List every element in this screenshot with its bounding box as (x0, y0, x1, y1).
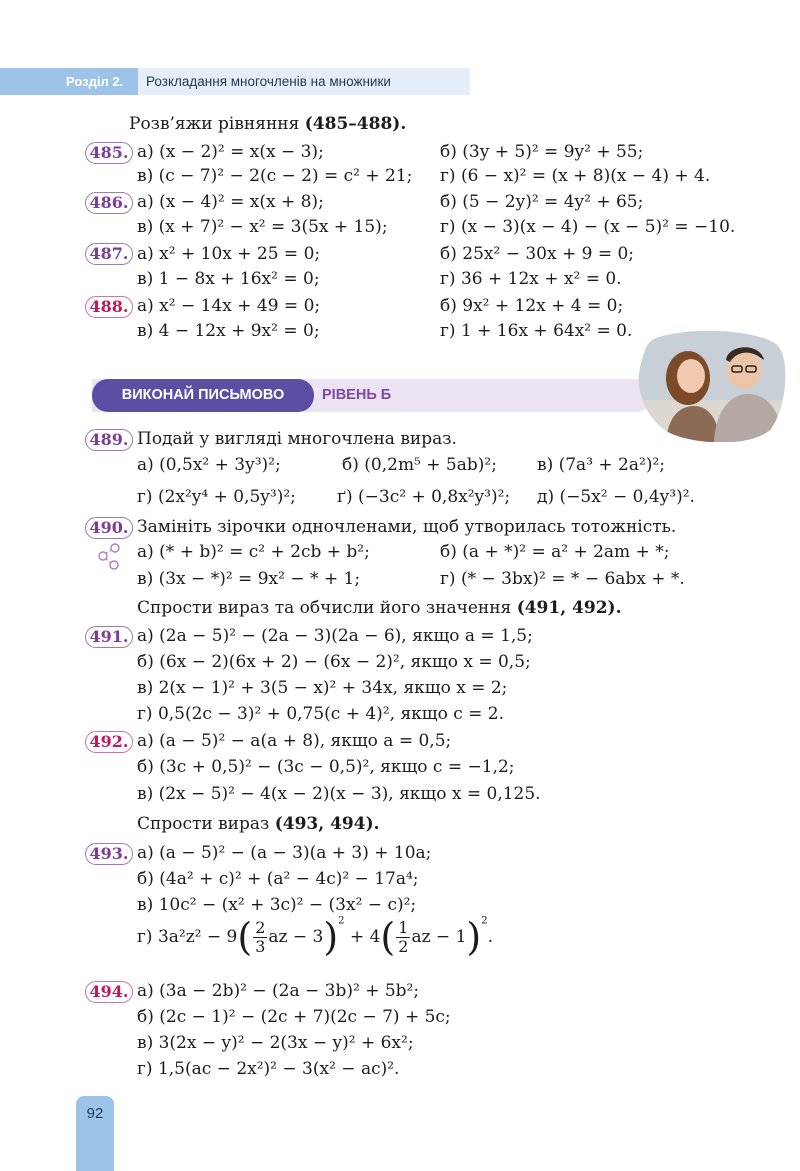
instruction-493-494: Спрости вираз (493, 494). (137, 814, 380, 834)
exercise-485-g: г) (6 − x)² = (x + 8)(x − 4) + 4. (440, 166, 711, 186)
exercise-490-task: Замініть зірочки одночленами, щоб утворилась тотожність. (137, 517, 677, 537)
exercise-489-a: а) (0,5x² + 3y³)²; (137, 455, 281, 475)
exercise-486-a: а) (x − 4)² = x(x + 8); (137, 192, 324, 212)
exercise-486-b: б) (5 − 2y)² = 4y² + 65; (440, 192, 644, 212)
exercise-492-a: а) (a − 5)² − a(a + 8), якщо a = 0,5; (137, 731, 452, 751)
exercise-492-v: в) (2x − 5)² − 4(x − 2)(x − 3), якщо x = 0,125. (137, 784, 541, 804)
chapter-header (0, 68, 470, 95)
exercise-number-494: 494. (85, 981, 133, 1003)
exercise-487-b: б) 25x² − 30x + 9 = 0; (440, 244, 635, 264)
exercise-489-b: б) (0,2m⁵ + 5ab)²; (342, 455, 497, 475)
exercise-489-g: г) (2x²y⁴ + 0,5y³)²; (137, 487, 296, 507)
exercise-485-v: в) (c − 7)² − 2(c − 2) = c² + 21; (137, 166, 413, 186)
exercise-number-486: 486. (85, 192, 133, 214)
exercise-489-task: Подай у вигляді многочлена вираз. (137, 429, 457, 449)
banner-level-label: РІВЕНЬ Б (322, 387, 392, 403)
exercise-490-v: в) (3x − *)² = 9x² − * + 1; (137, 569, 361, 589)
exercise-494-a: а) (3a − 2b)² − (2a − 3b)² + 5b²; (137, 981, 420, 1001)
exercise-number-493: 493. (85, 843, 133, 865)
exercise-493-v: в) 10c² − (x² + 3c)² − (3x² − c)²; (137, 895, 417, 915)
exercise-488-g: г) 1 + 16x + 64x² = 0. (440, 321, 633, 341)
section-title: Розкладання многочленів на множники (138, 68, 470, 95)
exercise-491-g: г) 0,5(2c − 3)² + 0,75(c + 4)², якщо c = 2. (137, 704, 505, 724)
exercise-number-492: 492. (85, 731, 133, 753)
exercise-number-490: 490. (85, 517, 133, 539)
exercise-491-b: б) (6x − 2)(6x + 2) − (6x − 2)², якщо x = 0,5; (137, 652, 531, 672)
exercise-488-v: в) 4 − 12x + 9x² = 0; (137, 321, 320, 341)
exercise-487-g: г) 36 + 12x + x² = 0. (440, 269, 622, 289)
exercise-491-a: а) (2a − 5)² − (2a − 3)(2a − 6), якщо a = 1,5; (137, 626, 533, 646)
students-photo (636, 330, 786, 442)
exercise-487-a: а) x² + 10x + 25 = 0; (137, 244, 321, 264)
exercise-number-485: 485. (85, 142, 133, 164)
exercise-490-b: б) (a + *)² = a² + 2am + *; (440, 542, 670, 562)
exercise-488-a: а) x² − 14x + 49 = 0; (137, 296, 321, 316)
instruction-485-488: Розв’яжи рівняння (485–488). (129, 114, 407, 134)
exercise-492-b: б) (3c + 0,5)² − (3c − 0,5)², якщо c = −1,2; (137, 757, 515, 777)
exercise-number-489: 489. (85, 429, 133, 451)
fraction-two-thirds: $\frac{2}{3}$ (255, 917, 266, 956)
exercise-489-d: д) (−5x² − 0,4y³)². (537, 487, 695, 507)
exercise-485-a: а) (x − 2)² = x(x − 3); (137, 142, 324, 162)
fraction-one-half: $\frac{1}{2}$ (398, 917, 409, 956)
instruction-491-492: Спрости вираз та обчисли його значення (491, 492). (137, 598, 622, 618)
exercise-number-488: 488. (85, 296, 133, 318)
exercise-494-v: в) 3(2x − y)² − 2(3x − y)² + 6x²; (137, 1033, 414, 1053)
exercise-486-g: г) (x − 3)(x − 4) − (x − 5)² = −10. (440, 217, 736, 237)
exercise-486-v: в) (x + 7)² − x² = 3(5x + 15); (137, 217, 388, 237)
level-banner (92, 379, 652, 412)
exercise-489-v: в) (7a³ + 2a²)²; (537, 455, 665, 475)
section-tag: Розділ 2. (0, 68, 138, 95)
exercise-491-v: в) 2(x − 1)² + 3(5 − x)² + 34x, якщо x = 2; (137, 678, 508, 698)
exercise-number-487: 487. (85, 243, 133, 265)
exercise-489-g2: ґ) (−3c² + 0,8x²y³)²; (337, 487, 511, 507)
exercise-490-g: г) (* − 3bx)² = * − 6abx + *. (440, 569, 685, 589)
exercise-487-v: в) 1 − 8x + 16x² = 0; (137, 269, 320, 289)
exercise-number-491: 491. (85, 626, 133, 648)
exercise-488-b: б) 9x² + 12x + 4 = 0; (440, 296, 624, 316)
exercise-485-b: б) (3y + 5)² = 9y² + 55; (440, 142, 644, 162)
exercise-494-b: б) (2c − 1)² − (2c + 7)(2c − 7) + 5c; (137, 1007, 451, 1027)
page-number: 92 (76, 1096, 114, 1171)
exercise-493-b: б) (4a² + c)² + (a² − 4c)² − 17a⁴; (137, 869, 419, 889)
exercise-490-a: а) (* + b)² = c² + 2cb + b²; (137, 542, 370, 562)
teamwork-icon (97, 542, 125, 572)
exercise-493-g: г) 3a²z² − 9( $\frac{2}{3}$ az − 3)$^2$ + 4( $\frac{1}{2}$ az − 1)$^2$. (137, 915, 494, 959)
banner-write-label: ВИКОНАЙ ПИСЬМОВО (92, 379, 314, 412)
exercise-493-a: а) (a − 5)² − (a − 3)(a + 3) + 10a; (137, 843, 432, 863)
exercise-494-g: г) 1,5(ac − 2x²)² − 3(x² − ac)². (137, 1059, 400, 1079)
